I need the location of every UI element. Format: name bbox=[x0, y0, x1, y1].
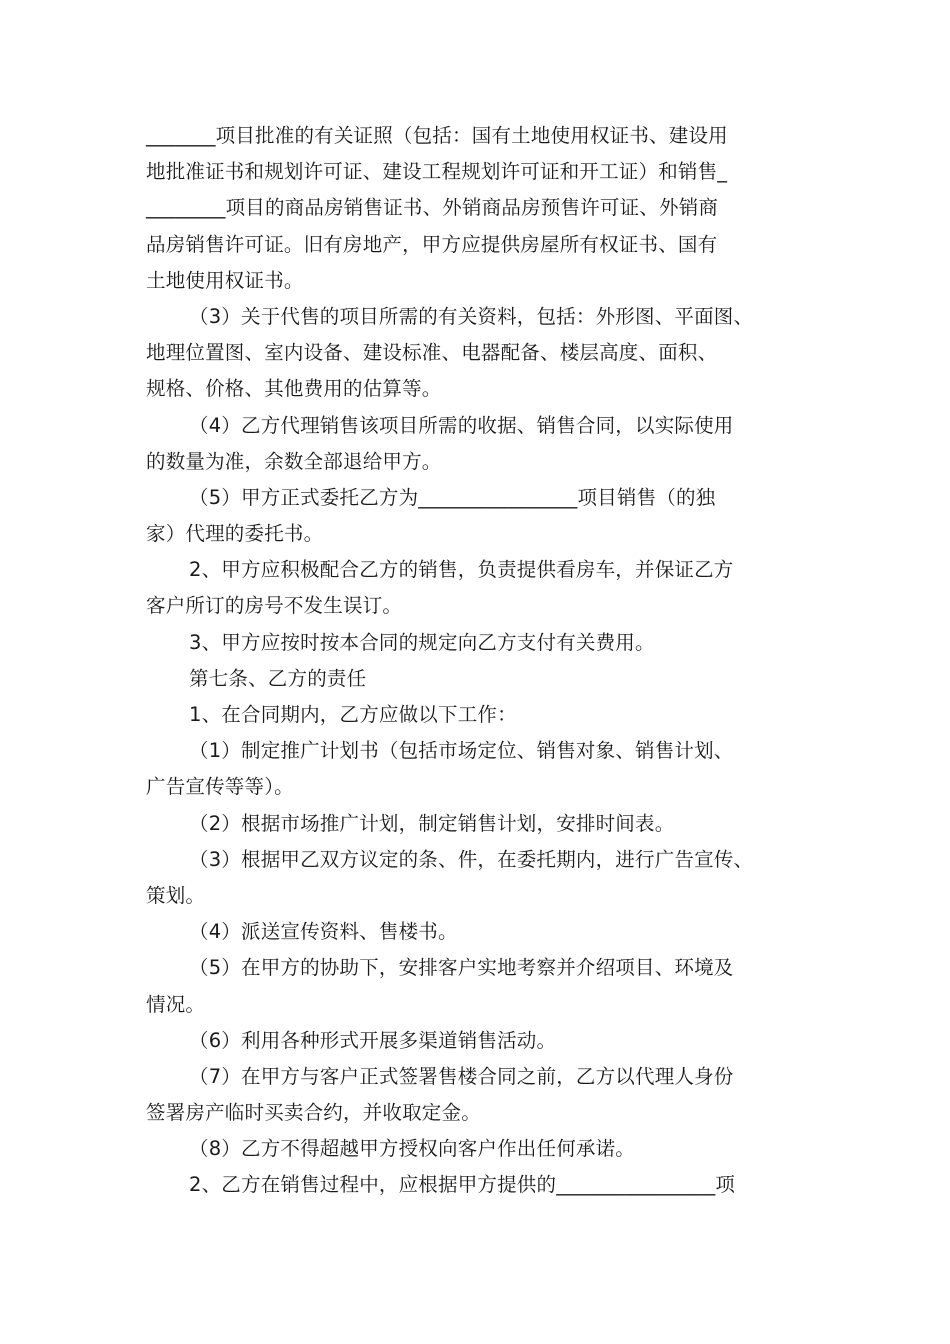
text-line: （5）甲方正式委托乙方为________________项目销售（的独 bbox=[189, 485, 716, 509]
text-line: ________项目的商品房销售证书、外销商品房预售许可证、外销商 bbox=[146, 196, 719, 220]
text-line: （4）乙方代理销售该项目所需的收据、销售合同，以实际使用 bbox=[189, 413, 734, 437]
section-heading: 第七条、乙方的责任 bbox=[189, 666, 367, 690]
text-line: 2、乙方在销售过程中，应根据甲方提供的________________项 bbox=[189, 1173, 736, 1197]
text-line: 地批准证书和规划许可证、建设工程规划许可证和开工证）和销售_ bbox=[146, 160, 728, 184]
text-line: 签署房产临时买卖合约，并收取定金。 bbox=[146, 1101, 481, 1125]
text-line: （2）根据市场推广计划，制定销售计划，安排时间表。 bbox=[189, 811, 675, 835]
text-line: 情况。 bbox=[146, 992, 206, 1016]
document-body bbox=[146, 118, 810, 1204]
text-line: （7）在甲方与客户正式签署售楼合同之前，乙方以代理人身份 bbox=[189, 1064, 734, 1088]
text-line: 3、甲方应按时按本合同的规定向乙方支付有关费用。 bbox=[189, 630, 655, 654]
text-line: （1）制定推广计划书（包括市场定位、销售对象、销售计划、 bbox=[189, 739, 734, 763]
text-line: 地理位置图、室内设备、建设标准、电器配备、楼层高度、面积、 bbox=[146, 341, 718, 365]
text-line: 客户所订的房号不发生误订。 bbox=[146, 594, 403, 618]
text-line: 广告宣传等等）。 bbox=[146, 775, 294, 799]
text-line: _______项目批准的有关证照（包括：国有土地使用权证书、建设用 bbox=[146, 124, 728, 147]
text-line: 的数量为准，余数全部退给甲方。 bbox=[146, 449, 442, 473]
text-line: （3）关于代售的项目所需的有关资料，包括：外形图、平面图、 bbox=[189, 304, 754, 328]
text-line: 策划。 bbox=[146, 883, 206, 907]
text-line: （3）根据甲乙双方议定的条、件，在委托期内，进行广告宣传、 bbox=[189, 847, 754, 871]
text-line: 规格、价格、其他费用的估算等。 bbox=[146, 377, 442, 401]
text-line: 2、甲方应积极配合乙方的销售，负责提供看房车，并保证乙方 bbox=[189, 558, 734, 582]
text-line: （4）派送宣传资料、售楼书。 bbox=[189, 920, 458, 944]
text-line: （6）利用各种形式开展多渠道销售活动。 bbox=[189, 1028, 557, 1052]
text-line: 1、在合同期内，乙方应做以下工作： bbox=[189, 703, 517, 726]
text-line: （8）乙方不得超越甲方授权向客户作出任何承诺。 bbox=[189, 1137, 636, 1161]
text-line: 土地使用权证书。 bbox=[146, 268, 304, 292]
text-line: 家）代理的委托书。 bbox=[146, 522, 324, 546]
text-line: 品房销售许可证。旧有房地产，甲方应提供房屋所有权证书、国有 bbox=[146, 232, 718, 256]
text-line: （5）在甲方的协助下，安排客户实地考察并介绍项目、环境及 bbox=[189, 956, 734, 980]
